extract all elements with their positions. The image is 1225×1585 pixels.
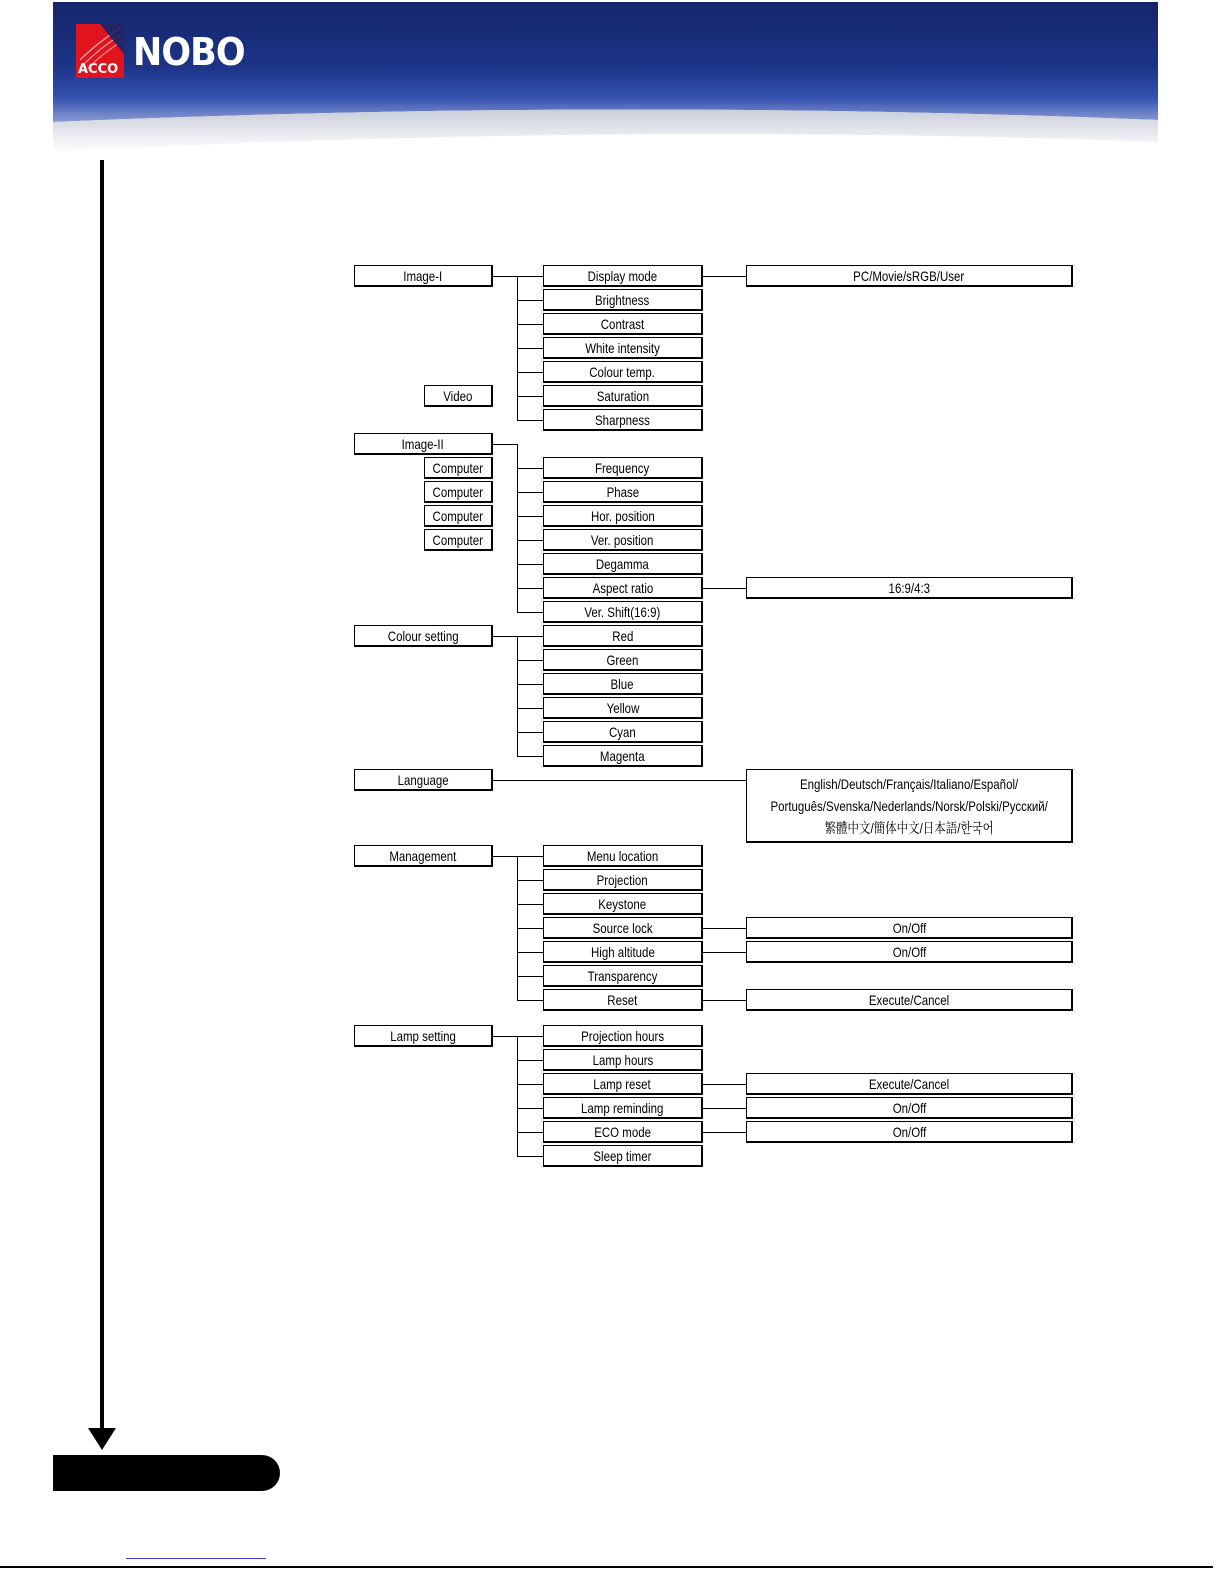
connector: [517, 516, 543, 517]
connector: [702, 1108, 746, 1109]
header-banner: [53, 2, 1158, 152]
item-brightness: Brightness: [543, 289, 703, 311]
menu-image-1: Image-I: [354, 265, 493, 287]
connector: [517, 540, 543, 541]
menu-lamp-setting: Lamp setting: [354, 1025, 493, 1047]
connector: [702, 1000, 746, 1001]
connector: [517, 708, 543, 709]
connector: [517, 1132, 543, 1133]
connector: [702, 952, 746, 953]
connector: [517, 928, 543, 929]
connector: [517, 588, 543, 589]
item-magenta: Magenta: [543, 745, 703, 767]
connector: [492, 444, 517, 445]
option-aspect-ratio: 16:9/4:3: [746, 577, 1073, 599]
item-contrast: Contrast: [543, 313, 703, 335]
connector: [517, 880, 543, 881]
item-transparency: Transparency: [543, 965, 703, 987]
connector: [517, 732, 543, 733]
item-source-lock: Source lock: [543, 917, 703, 939]
connector: [517, 1036, 518, 1156]
connector: [517, 756, 543, 757]
item-ver-position: Ver. position: [543, 529, 703, 551]
option-reset: Execute/Cancel: [746, 989, 1073, 1011]
menu-colour-setting: Colour setting: [354, 625, 493, 647]
page-flow-line: [100, 160, 104, 1430]
item-ver-shift: Ver. Shift(16:9): [543, 601, 703, 623]
item-green: Green: [543, 649, 703, 671]
connector: [517, 468, 543, 469]
brand-name: NOBO: [133, 30, 245, 74]
menu-image-2: Image-II: [354, 433, 493, 455]
connector: [517, 372, 543, 373]
connector: [517, 444, 518, 612]
note-video: Video: [424, 385, 493, 407]
connector: [517, 300, 543, 301]
page-number-tab: [53, 1455, 280, 1491]
connector: [517, 324, 543, 325]
item-lamp-reset: Lamp reset: [543, 1073, 703, 1095]
footer-rule: [0, 1566, 1213, 1568]
item-eco-mode: ECO mode: [543, 1121, 703, 1143]
language-line-3: 繁體中文/簡体中文/日本語/한국어: [824, 819, 994, 836]
item-keystone: Keystone: [543, 893, 703, 915]
note-computer: Computer: [424, 481, 493, 503]
note-computer: Computer: [424, 505, 493, 527]
item-cyan: Cyan: [543, 721, 703, 743]
connector: [517, 420, 543, 421]
option-language-list: [746, 769, 1073, 843]
option-source-lock: On/Off: [746, 917, 1073, 939]
connector: [517, 636, 518, 756]
item-lamp-hours: Lamp hours: [543, 1049, 703, 1071]
language-line-1: English/Deutsch/Français/Italiano/Español/: [799, 775, 1019, 792]
option-display-mode: PC/Movie/sRGB/User: [746, 265, 1073, 287]
item-sleep-timer: Sleep timer: [543, 1145, 703, 1167]
item-aspect-ratio: Aspect ratio: [543, 577, 703, 599]
connector: [702, 928, 746, 929]
acco-wordmark: ACCO: [78, 62, 119, 77]
option-lamp-reminding: On/Off: [746, 1097, 1073, 1119]
menu-management: Management: [354, 845, 493, 867]
item-hor-position: Hor. position: [543, 505, 703, 527]
item-display-mode: Display mode: [543, 265, 703, 287]
connector: [517, 952, 543, 953]
connector: [702, 1132, 746, 1133]
item-lamp-reminding: Lamp reminding: [543, 1097, 703, 1119]
connector: [517, 564, 543, 565]
connector: [517, 1156, 543, 1157]
note-computer: Computer: [424, 457, 493, 479]
connector: [492, 780, 746, 781]
connector: [517, 1108, 543, 1109]
connector: [702, 276, 746, 277]
connector: [517, 1000, 543, 1001]
item-yellow: Yellow: [543, 697, 703, 719]
connector: [517, 1060, 543, 1061]
option-high-altitude: On/Off: [746, 941, 1073, 963]
connector: [517, 684, 543, 685]
item-colour-temp: Colour temp.: [543, 361, 703, 383]
item-blue: Blue: [543, 673, 703, 695]
connector: [517, 492, 543, 493]
connector: [517, 904, 543, 905]
connector: [517, 348, 543, 349]
note-computer: Computer: [424, 529, 493, 551]
connector: [517, 396, 543, 397]
item-white-intensity: White intensity: [543, 337, 703, 359]
item-degamma: Degamma: [543, 553, 703, 575]
option-lamp-reset: Execute/Cancel: [746, 1073, 1073, 1095]
item-projection: Projection: [543, 869, 703, 891]
item-red: Red: [543, 625, 703, 647]
option-eco-mode: On/Off: [746, 1121, 1073, 1143]
footer-link-underline: [126, 1558, 266, 1559]
item-projection-hours: Projection hours: [543, 1025, 703, 1047]
language-line-2: Português/Svenska/Nederlands/Norsk/Polski/Pусский/: [770, 797, 1048, 814]
connector: [517, 976, 543, 977]
connector: [517, 1084, 543, 1085]
item-saturation: Saturation: [543, 385, 703, 407]
connector: [517, 612, 543, 613]
item-reset: Reset: [543, 989, 703, 1011]
item-frequency: Frequency: [543, 457, 703, 479]
item-sharpness: Sharpness: [543, 409, 703, 431]
item-high-altitude: High altitude: [543, 941, 703, 963]
item-phase: Phase: [543, 481, 703, 503]
down-arrow-icon: [88, 1428, 116, 1450]
connector: [702, 588, 746, 589]
item-menu-location: Menu location: [543, 845, 703, 867]
connector: [517, 660, 543, 661]
menu-language: Language: [354, 769, 493, 791]
connector: [702, 1084, 746, 1085]
